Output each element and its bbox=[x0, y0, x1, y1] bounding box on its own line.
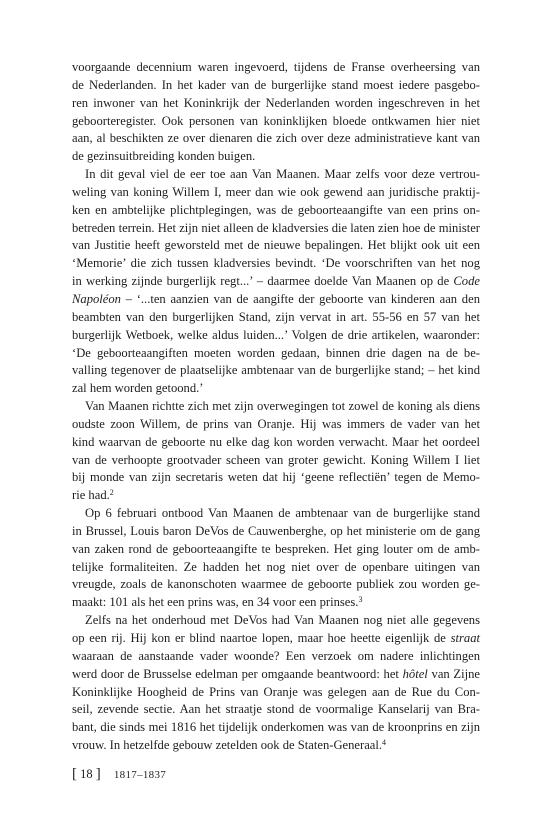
text-run: zal hem worden getoond.’ bbox=[72, 381, 204, 396]
text-line bbox=[72, 362, 480, 380]
paragraph bbox=[72, 398, 480, 505]
text-run: rie had. bbox=[72, 488, 110, 503]
paragraph bbox=[72, 612, 480, 755]
text-line bbox=[72, 576, 480, 594]
text-line bbox=[72, 255, 480, 273]
text-run: betreden terrein. Het zijn niet alleen de kladversies die laten zien hoe de minister bbox=[72, 220, 480, 235]
text-run: – ‘...ten aanzien van de aangifte der geboorte van kinderen aan den bbox=[120, 291, 480, 306]
text-run: oudste zoon Willem, de prins van Oranje. Hij was immers de vader van het bbox=[72, 416, 480, 431]
text-line bbox=[72, 630, 480, 648]
italic-text: Code bbox=[453, 274, 480, 289]
text-run: Op 6 februari ontbood Van Maanen de ambtenaar van de burgerlijke stand bbox=[85, 506, 480, 521]
text-line bbox=[72, 737, 480, 755]
page-number: 18 bbox=[80, 767, 93, 781]
text-run: de Nederlanden. In het kader van de burgerlijke stand moest iedere pasgebo- bbox=[72, 77, 480, 92]
text-run: bant, die sinds mei 1816 het tijdelijk onderkomen was van de kroonprins en zijn bbox=[72, 720, 480, 735]
text-line bbox=[72, 487, 480, 505]
italic-text: straat bbox=[450, 631, 480, 645]
footnote-marker: 3 bbox=[358, 595, 363, 605]
running-header-years: 1817–1837 bbox=[113, 769, 167, 781]
text-line bbox=[72, 434, 480, 452]
text-line bbox=[72, 59, 480, 77]
text-line bbox=[72, 505, 480, 523]
text-run: vrouw. In hetzelfde gebouw zetelden ook de Staten-Generaal. bbox=[72, 738, 383, 753]
text-line bbox=[72, 327, 480, 345]
text-line bbox=[72, 701, 480, 719]
text-run: In dit geval viel de eer toe aan Van Maanen. Maar zelfs voor deze vertrou- bbox=[85, 167, 480, 182]
text-line bbox=[72, 416, 480, 434]
italic-text: hôtel bbox=[402, 666, 428, 681]
text-run: ‘De geboorteaangiften moeten worden gedaan, binnen drie dagen na de be- bbox=[72, 345, 480, 360]
text-run: weling van koning Willem I, meer dan wie ook gewend aan juridische praktij- bbox=[72, 184, 480, 199]
text-line bbox=[72, 666, 480, 684]
text-run: telijke formaliteiten. Ze hadden het nog niet over de openbare uitingen van bbox=[72, 559, 480, 574]
text-line bbox=[72, 113, 480, 131]
text-line bbox=[72, 166, 480, 184]
text-run: Koninklijke Hoogheid de Prins van Oranje was gelegen aan de Rue du Con- bbox=[72, 684, 480, 699]
footer-bracket-open: [ bbox=[72, 766, 77, 782]
footnote-marker: 4 bbox=[382, 738, 387, 748]
text-run: aan, al beschikten ze over dienaren die zich over deze administratieve kant van bbox=[72, 131, 480, 146]
text-run: in werking zijnde burgerlijk regt...’ – daarmee doelde Van Maanen op de bbox=[72, 274, 454, 289]
text-line bbox=[72, 220, 480, 238]
text-run: van Justitie heeft geworsteld met de nieuwe bepalingen. Het blijkt ook uit een bbox=[72, 238, 480, 253]
page-body bbox=[72, 59, 480, 755]
text-line bbox=[72, 130, 480, 148]
text-line bbox=[72, 541, 480, 559]
text-line bbox=[72, 594, 480, 612]
text-run: seil, zevende sectie. Aan het straatje stond de voormalige Kanselarij van Bra- bbox=[72, 702, 480, 717]
text-run: geboorteregister. Ook personen van koninklijken bloede ontkwamen hier niet bbox=[72, 113, 480, 128]
paragraph bbox=[72, 166, 480, 398]
text-run: vreugde, zoals de kanonschoten waarmee de geboorte publiek zou worden ge- bbox=[72, 577, 480, 592]
text-line bbox=[72, 523, 480, 541]
text-line bbox=[72, 273, 480, 291]
text-run: Zelfs na het onderhoud met DeVos had Van Maanen nog niet alle gegevens bbox=[85, 613, 480, 628]
text-run: van zaken rond de geboorteaangifte te bespreken. Het ging louter om de amb- bbox=[72, 541, 480, 556]
text-run: voorgaande decennium waren ingevoerd, tijdens de Franse overheersing van bbox=[72, 60, 480, 74]
text-run: kind waarvan de geboorte nu elke dag kon worden verwacht. Maar het oordeel bbox=[72, 434, 480, 449]
text-run: van Zijne bbox=[427, 666, 480, 681]
text-line bbox=[72, 684, 480, 702]
text-line bbox=[72, 345, 480, 363]
text-run: waaraan de aanstaande vader woonde? Een verzoek om nadere inlichtingen bbox=[72, 648, 480, 663]
text-line bbox=[72, 559, 480, 577]
paragraph bbox=[72, 59, 480, 166]
text-line bbox=[72, 452, 480, 470]
text-line bbox=[72, 398, 480, 416]
text-line bbox=[72, 469, 480, 487]
text-run: valling tegenover de plaatselijke ambtenaar van de burgerlijke stand; – het kind bbox=[72, 363, 480, 378]
text-line bbox=[72, 95, 480, 113]
text-line bbox=[72, 380, 480, 398]
paragraph bbox=[72, 505, 480, 612]
text-run: beambten van den burgerlijken Stand, zijn vervat in art. 55-56 en 57 van het bbox=[72, 309, 480, 324]
text-line bbox=[72, 148, 480, 166]
text-run: burgerlijk Wetboek, welke aldus luiden...’ Volgen de drie artikelen, waaronder: bbox=[72, 327, 480, 342]
page-footer bbox=[72, 766, 166, 783]
italic-text: Napoléon bbox=[72, 291, 121, 306]
text-run: maakt: 101 als het een prins was, en 34 voor een prinses. bbox=[72, 595, 359, 610]
text-run: ken en ambtelijke plichtplegingen, was de geboorteaangifte van een prins on- bbox=[72, 202, 480, 217]
text-line bbox=[72, 309, 480, 327]
text-run: op een rij. Hij kon er blind naartoe lopen, maar hoe heette eigenlijk de bbox=[72, 631, 451, 645]
text-run: de gezinsuitbreiding konden buigen. bbox=[72, 149, 256, 164]
text-line bbox=[72, 184, 480, 202]
text-line bbox=[72, 202, 480, 220]
text-line bbox=[72, 77, 480, 95]
text-run: van de verhoopte grootvader scheen van groter gewicht. Koning Willem I liet bbox=[72, 452, 480, 467]
text-line bbox=[72, 612, 480, 630]
text-line bbox=[72, 648, 480, 666]
text-line bbox=[72, 291, 480, 309]
text-run: ren inwoner van het Koninkrijk der Nederlanden worden ingeschreven in het bbox=[72, 95, 480, 110]
text-run: Van Maanen richtte zich met zijn overwegingen tot zowel de koning als diens bbox=[85, 399, 480, 414]
text-line bbox=[72, 719, 480, 737]
text-run: bij monde van zijn secretaris weten dat hij ‘geene reflectiën’ tegen de Memo- bbox=[72, 470, 480, 485]
text-run: ‘Memorie’ die zich tussen kladversies bevindt. ‘De voorschriften van het nog bbox=[72, 256, 480, 271]
text-run: in Brussel, Louis baron DeVos de Cauwenberghe, op het ministerie om de gang bbox=[72, 523, 480, 538]
footer-bracket-close: ] bbox=[95, 766, 101, 782]
text-run: werd door de Brusselse edelman per omgaande beantwoord: het bbox=[72, 666, 403, 681]
text-line bbox=[72, 237, 480, 255]
footnote-marker: 2 bbox=[109, 488, 114, 498]
